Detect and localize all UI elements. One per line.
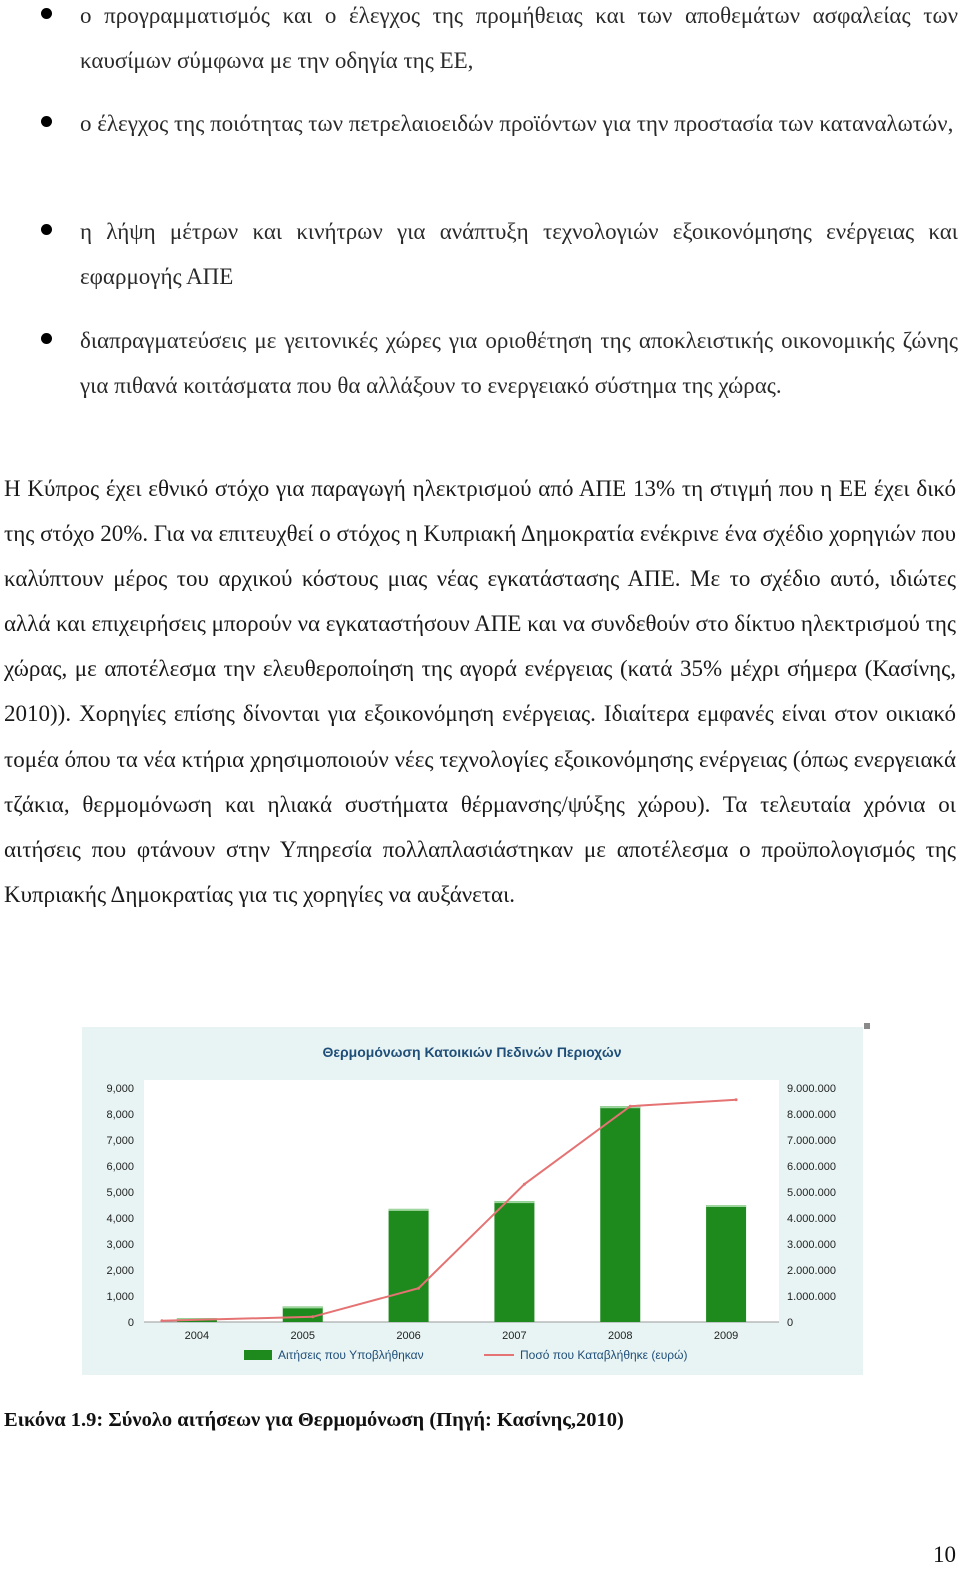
- bar: [600, 1106, 640, 1322]
- bullet-item: ο προγραμματισμός και ο έλεγχος της προμήθειας και των αποθεμάτων ασφαλείας των καυσίμων σύμφωνα με την οδηγία της ΕΕ,: [0, 0, 960, 83]
- y-left-tick-label: 1,000: [106, 1291, 134, 1303]
- y-left-tick-label: 0: [127, 1317, 134, 1329]
- figure-caption: Εικόνα 1.9: Σύνολο αιτήσεων για Θερμομόνωση (Πηγή: Κασίνης,2010): [4, 1409, 624, 1431]
- y-left-tick-label: 9,000: [106, 1083, 134, 1095]
- bar-top-highlight: [389, 1209, 429, 1211]
- bar-top-highlight: [283, 1306, 323, 1308]
- x-tick-label: 2007: [502, 1330, 527, 1342]
- bar: [706, 1205, 746, 1322]
- y-right-tick-label: 4.000.000: [787, 1213, 836, 1225]
- bullet-item: η λήψη μέτρων και κινήτρων για ανάπτυξη τεχνολογιών εξοικονόμησης ενέργειας και εφαρμογής ΑΠΕ: [0, 210, 960, 299]
- bar-top-highlight: [706, 1205, 746, 1207]
- y-left-tick-label: 7,000: [106, 1135, 134, 1147]
- page-number: 10: [933, 1542, 956, 1567]
- y-right-tick-label: 2.000.000: [787, 1265, 836, 1277]
- chart-svg: [82, 1027, 863, 1375]
- line-point: [735, 1098, 738, 1101]
- y-right-tick-label: 8.000.000: [787, 1109, 836, 1121]
- legend-label-bars: Αιτήσεις που Υποβλήθηκαν: [278, 1348, 424, 1362]
- y-right-tick-label: 0: [787, 1317, 794, 1329]
- bullet-item: ο έλεγχος της ποιότητας των πετρελαιοειδών προϊόντων για την προστασία των καταναλωτών,: [0, 102, 955, 147]
- y-right-tick-label: 9.000.000: [787, 1083, 836, 1095]
- bar: [389, 1209, 429, 1322]
- y-right-tick-label: 1.000.000: [787, 1291, 836, 1303]
- plot-area: [144, 1080, 779, 1322]
- y-left-tick-label: 4,000: [106, 1213, 134, 1225]
- x-tick-label: 2006: [396, 1330, 421, 1342]
- y-right-tick-label: 6.000.000: [787, 1161, 836, 1173]
- chart-title: Θερμομόνωση Κατοικιών Πεδινών Περιοχών: [322, 1044, 622, 1060]
- body-paragraph: Η Κύπρος έχει εθνικό στόχο για παραγωγή ηλεκτρισμού από ΑΠΕ 13% τη στιγμή που η ΕΕ έχει δικό της στόχο 20%. Για να επιτευχθεί ο στόχος η Κυπριακή Δημοκρατία ενέκρινε ένα σχέδιο χορηγιών που καλύπτουν μέρος του αρχικού κόστους μιας νέας εγκατάστασης ΑΠΕ. Με το σχέδιο αυτό, ιδιώτες αλλά και επιχειρήσεις μπορούν να εγκαταστήσουν ΑΠΕ και να συνδεθούν στο δίκτυο ηλεκτρισμού της χώρας, με αποτέλεσμα την ελευθεροποίηση της αγορά ενέργειας (κατά 35% μέχρι σήμερα (Κασίνης, 2010)). Χορηγίες επίσης δίνονται για εξοικονόμηση ενέργειας. Ιδιαίτερα εμφανές είναι στον οικιακό τομέα όπου τα νέα κτήρια χρησιμοποιούν νέες τεχνολογίες εξοικονόμησης ενέργειας (όπως ενεργειακά τζάκια, θερμομόνωση και ηλιακά συστήματα θέρμανσης/ψύξης χώρου). Τα τελευταία χρόνια οι αιτήσεις που φτάνουν στην Υπηρεσία πολλαπλασιάστηκαν με αποτέλεσμα ο προϋπολογισμός της Κυπριακής Δημοκρατίας για τις χορηγίες να αυξάνεται.: [4, 476, 956, 907]
- y-right-tick-label: 7.000.000: [787, 1135, 836, 1147]
- x-tick-label: 2008: [608, 1330, 633, 1342]
- line-point: [523, 1183, 526, 1186]
- legend-swatch-bars: [244, 1350, 272, 1360]
- y-left-tick-label: 8,000: [106, 1109, 134, 1121]
- y-right-tick-label: 3.000.000: [787, 1239, 836, 1251]
- x-tick-label: 2009: [713, 1330, 739, 1342]
- line-point: [417, 1287, 420, 1290]
- y-left-tick-label: 5,000: [106, 1187, 134, 1199]
- bar: [283, 1306, 323, 1322]
- y-left-tick-label: 2,000: [106, 1265, 134, 1277]
- x-tick-label: 2004: [184, 1330, 210, 1342]
- y-left-tick-label: 6,000: [106, 1161, 134, 1173]
- x-tick-label: 2005: [290, 1330, 315, 1342]
- y-right-tick-label: 5.000.000: [787, 1187, 836, 1199]
- line-point: [311, 1315, 314, 1318]
- bar-top-highlight: [494, 1201, 534, 1203]
- line-point: [160, 1319, 163, 1322]
- legend-label-line: Ποσό που Καταβλήθηκε (ευρώ): [520, 1348, 688, 1362]
- bullet-item: διαπραγματεύσεις με γειτονικές χώρες για οριοθέτηση της αποκλειστικής οικονομικής ζώνης για πιθανά κοιτάσματα που θα αλλάξουν το ενεργειακό σύστημα της χώρας.: [0, 319, 960, 408]
- y-left-tick-label: 3,000: [106, 1239, 134, 1251]
- chart-figure: [82, 1027, 863, 1375]
- bar: [494, 1201, 534, 1322]
- line-point: [629, 1105, 632, 1108]
- figure-marker: [864, 1023, 870, 1029]
